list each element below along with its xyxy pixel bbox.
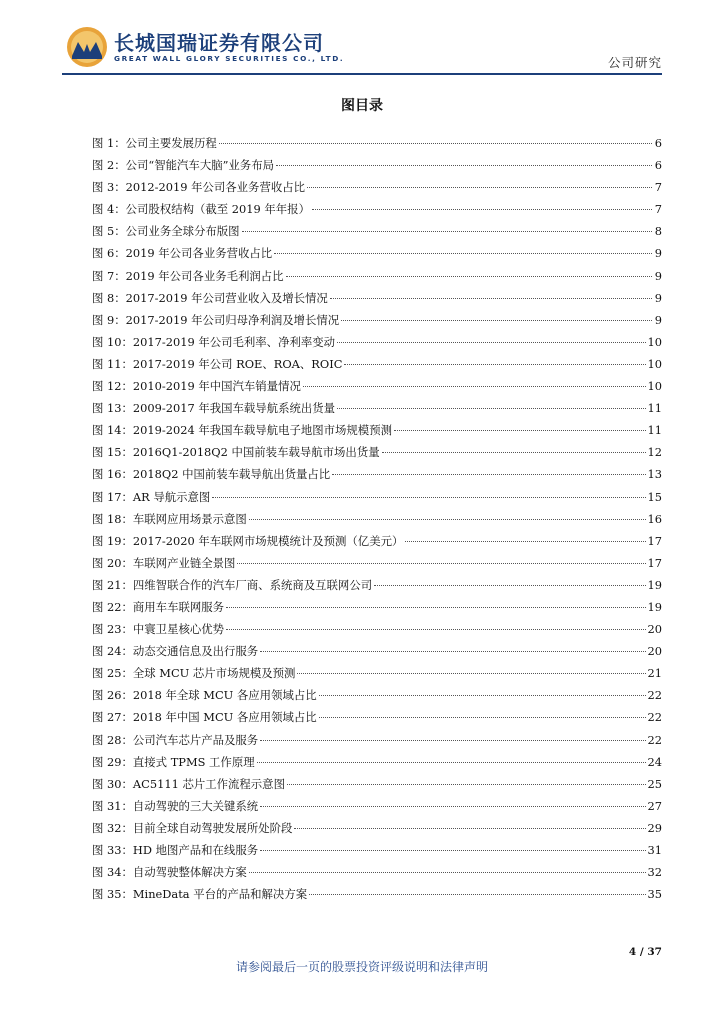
page-header — [0, 0, 724, 76]
toc-entry[interactable] — [92, 729, 662, 751]
toc-entry[interactable] — [92, 662, 662, 684]
toc-entry[interactable] — [92, 640, 662, 662]
toc-dot-leader — [294, 828, 645, 829]
toc-entry-page: 16 — [647, 511, 662, 526]
toc-entry[interactable] — [92, 883, 662, 905]
toc-entry-label: 图 17：AR 导航示意图 — [92, 489, 211, 504]
toc-dot-leader — [212, 497, 645, 498]
toc-entry-page: 17 — [647, 533, 662, 548]
toc-entry[interactable] — [92, 463, 662, 485]
toc-entry-page: 22 — [647, 688, 662, 703]
toc-entry[interactable] — [92, 530, 662, 552]
toc-entry[interactable] — [92, 375, 662, 397]
toc-entry[interactable] — [92, 176, 662, 198]
toc-entry-label: 图 22：商用车车联网服务 — [92, 599, 225, 614]
toc-entry[interactable] — [92, 574, 662, 596]
toc-entry[interactable] — [92, 154, 662, 176]
toc-dot-leader — [249, 872, 646, 873]
toc-entry[interactable] — [92, 265, 662, 287]
toc-entry[interactable] — [92, 773, 662, 795]
toc-title: 图目录 — [341, 98, 383, 114]
toc-entry-label: 图 31：自动驾驶的三大关键系统 — [92, 798, 259, 813]
toc-entry-page: 19 — [647, 599, 662, 614]
toc-dot-leader — [242, 231, 652, 232]
toc-entry-page: 6 — [654, 136, 662, 150]
toc-entry-label: 图 16：2018Q2 中国前装车载导航出货量占比 — [92, 467, 331, 482]
toc-dot-leader — [309, 894, 645, 895]
toc-dot-leader — [260, 806, 645, 807]
toc-entry-page: 6 — [654, 158, 662, 173]
toc-dot-leader — [286, 276, 652, 277]
toc-entry[interactable] — [92, 220, 662, 242]
figure-toc-list — [92, 132, 662, 905]
toc-entry[interactable] — [92, 508, 662, 530]
toc-entry-page: 19 — [647, 577, 662, 592]
toc-entry-page: 9 — [654, 312, 662, 327]
toc-entry-label: 图 20：车联网产业链全景图 — [92, 555, 236, 570]
toc-entry-page: 22 — [647, 732, 662, 747]
toc-dot-leader — [319, 717, 646, 718]
toc-dot-leader — [337, 408, 645, 409]
toc-entry-label: 图 30：AC5111 芯片工作流程示意图 — [92, 776, 285, 791]
toc-entry-page: 9 — [654, 290, 662, 305]
toc-entry-label: 图 14：2019-2024 年我国车载导航电子地图市场规模预测 — [92, 423, 392, 438]
toc-dot-leader — [303, 386, 646, 387]
toc-entry-label: 图 21：四维智联合作的汽车厂商、系统商及互联网公司 — [92, 577, 373, 592]
toc-entry-page: 9 — [654, 246, 662, 261]
toc-entry-page: 11 — [647, 401, 662, 416]
toc-dot-leader — [307, 187, 652, 188]
toc-dot-leader — [260, 651, 645, 652]
toc-entry-page: 8 — [654, 224, 662, 239]
toc-entry-label: 图 35：MineData 平台的产品和解决方案 — [92, 887, 308, 902]
toc-dot-leader — [297, 673, 645, 674]
toc-entry-label: 图 5：公司业务全球分布版图 — [92, 224, 240, 239]
toc-dot-leader — [332, 474, 645, 475]
toc-dot-leader — [374, 585, 645, 586]
toc-entry-page: 13 — [647, 467, 662, 482]
toc-entry-page: 29 — [647, 820, 662, 835]
toc-entry-label: 图 15：2016Q1-2018Q2 中国前装车载导航市场出货量 — [92, 445, 380, 460]
toc-dot-leader — [260, 850, 645, 851]
toc-entry[interactable] — [92, 198, 662, 220]
toc-dot-leader — [237, 563, 645, 564]
toc-entry[interactable] — [92, 839, 662, 861]
toc-dot-leader — [330, 298, 652, 299]
toc-dot-leader — [337, 342, 645, 343]
toc-entry-page: 24 — [647, 754, 662, 769]
toc-entry[interactable] — [92, 795, 662, 817]
toc-entry[interactable] — [92, 861, 662, 883]
toc-dot-leader — [276, 165, 652, 166]
toc-entry-label: 图 13：2009-2017 年我国车载导航系统出货量 — [92, 401, 336, 416]
toc-entry-page: 27 — [647, 798, 662, 813]
toc-entry-page: 32 — [647, 865, 662, 880]
toc-dot-leader — [319, 695, 646, 696]
toc-entry[interactable] — [92, 706, 662, 728]
toc-entry-page: 9 — [654, 268, 662, 283]
toc-entry-label: 图 8：2017-2019 年公司营业收入及增长情况 — [92, 290, 328, 305]
toc-entry-label: 图 7：2019 年公司各业务毛利润占比 — [92, 268, 284, 283]
toc-entry-page: 7 — [654, 202, 662, 217]
toc-dot-leader — [226, 629, 645, 630]
toc-entry[interactable] — [92, 397, 662, 419]
toc-dot-leader — [260, 740, 645, 741]
toc-entry-label: 图 26：2018 年全球 MCU 各应用领域占比 — [92, 688, 317, 703]
toc-entry[interactable] — [92, 441, 662, 463]
toc-entry-label: 图 6：2019 年公司各业务营收占比 — [92, 246, 273, 261]
toc-entry-page: 15 — [647, 489, 662, 504]
toc-dot-leader — [312, 209, 652, 210]
toc-entry-label: 图 1：公司主要发展历程 — [92, 136, 217, 150]
toc-entry-label: 图 4：公司股权结构（截至 2019 年年报） — [92, 202, 310, 217]
toc-entry[interactable] — [92, 596, 662, 618]
toc-entry-label: 图 24：动态交通信息及出行服务 — [92, 644, 259, 659]
toc-entry-page: 22 — [647, 710, 662, 725]
toc-entry-page: 10 — [647, 356, 662, 371]
toc-entry-label: 图 9：2017-2019 年公司归母净利润及增长情况 — [92, 312, 340, 327]
toc-entry-label: 图 28：公司汽车芯片产品及服务 — [92, 732, 259, 747]
toc-entry-label: 图 10：2017-2019 年公司毛利率、净利率变动 — [92, 334, 336, 349]
header-divider — [62, 73, 662, 75]
toc-entry[interactable] — [92, 751, 662, 773]
toc-entry-label: 图 25：全球 MCU 芯片市场规模及预测 — [92, 666, 296, 681]
toc-entry[interactable] — [92, 817, 662, 839]
company-name-cn: 长城国瑞证券有限公司 — [114, 31, 324, 55]
toc-entry[interactable] — [92, 419, 662, 441]
page-number: 4 / 37 — [628, 946, 662, 958]
toc-entry-page: 7 — [654, 180, 662, 195]
toc-entry-label: 图 27：2018 年中国 MCU 各应用领域占比 — [92, 710, 317, 725]
toc-entry-label: 图 34：自动驾驶整体解决方案 — [92, 865, 247, 880]
toc-dot-leader — [382, 452, 646, 453]
toc-entry[interactable] — [92, 132, 662, 154]
toc-entry-label: 图 2：公司“智能汽车大脑”业务布局 — [92, 158, 274, 173]
company-name-en: GREAT WALL GLORY SECURITIES CO., LTD. — [114, 54, 345, 63]
toc-entry[interactable] — [92, 287, 662, 309]
toc-entry-label: 图 32：目前全球自动驾驶发展所处阶段 — [92, 820, 293, 835]
great-wall-glory-logo-icon — [66, 26, 108, 68]
disclaimer-note: 请参阅最后一页的股票投资评级说明和法律声明 — [235, 960, 488, 974]
toc-entry-page: 11 — [647, 423, 662, 438]
toc-dot-leader — [405, 541, 645, 542]
toc-dot-leader — [249, 519, 646, 520]
toc-entry[interactable] — [92, 486, 662, 508]
document-type: 公司研究 — [607, 55, 662, 70]
toc-entry-label: 图 11：2017-2019 年公司 ROE、ROA、ROIC — [92, 356, 343, 371]
toc-dot-leader — [394, 430, 646, 431]
toc-entry-page: 35 — [647, 887, 662, 902]
toc-entry-label: 图 19：2017-2020 年车联网市场规模统计及预测（亿美元） — [92, 533, 404, 548]
toc-dot-leader — [344, 364, 645, 365]
toc-dot-leader — [287, 784, 646, 785]
toc-dot-leader — [341, 320, 652, 321]
toc-entry-label: 图 29：直接式 TPMS 工作原理 — [92, 754, 255, 769]
toc-entry-page: 25 — [647, 776, 662, 791]
toc-entry[interactable] — [92, 309, 662, 331]
toc-entry-page: 12 — [647, 445, 662, 460]
toc-entry-page: 20 — [647, 644, 662, 659]
toc-entry-page: 31 — [647, 843, 662, 857]
toc-entry-page: 20 — [647, 622, 662, 637]
toc-entry[interactable] — [92, 242, 662, 264]
toc-dot-leader — [219, 143, 652, 144]
toc-entry-page: 10 — [647, 379, 662, 394]
toc-entry-page: 21 — [647, 666, 662, 681]
toc-entry[interactable] — [92, 353, 662, 375]
toc-entry-label: 图 3：2012-2019 年公司各业务营收占比 — [92, 180, 306, 195]
toc-dot-leader — [226, 607, 645, 608]
toc-entry-page: 17 — [647, 555, 662, 570]
toc-dot-leader — [257, 762, 646, 763]
toc-entry[interactable] — [92, 331, 662, 353]
toc-entry[interactable] — [92, 552, 662, 574]
toc-entry[interactable] — [92, 618, 662, 640]
toc-entry-page: 10 — [647, 334, 662, 349]
toc-entry-label: 图 12：2010-2019 年中国汽车销量情况 — [92, 379, 301, 394]
toc-entry-label: 图 18：车联网应用场景示意图 — [92, 511, 247, 526]
toc-entry[interactable] — [92, 684, 662, 706]
toc-entry-label: 图 23：中寰卫星核心优势 — [92, 622, 225, 637]
toc-dot-leader — [274, 253, 652, 254]
toc-entry-label: 图 33：HD 地图产品和在线服务 — [92, 843, 259, 857]
